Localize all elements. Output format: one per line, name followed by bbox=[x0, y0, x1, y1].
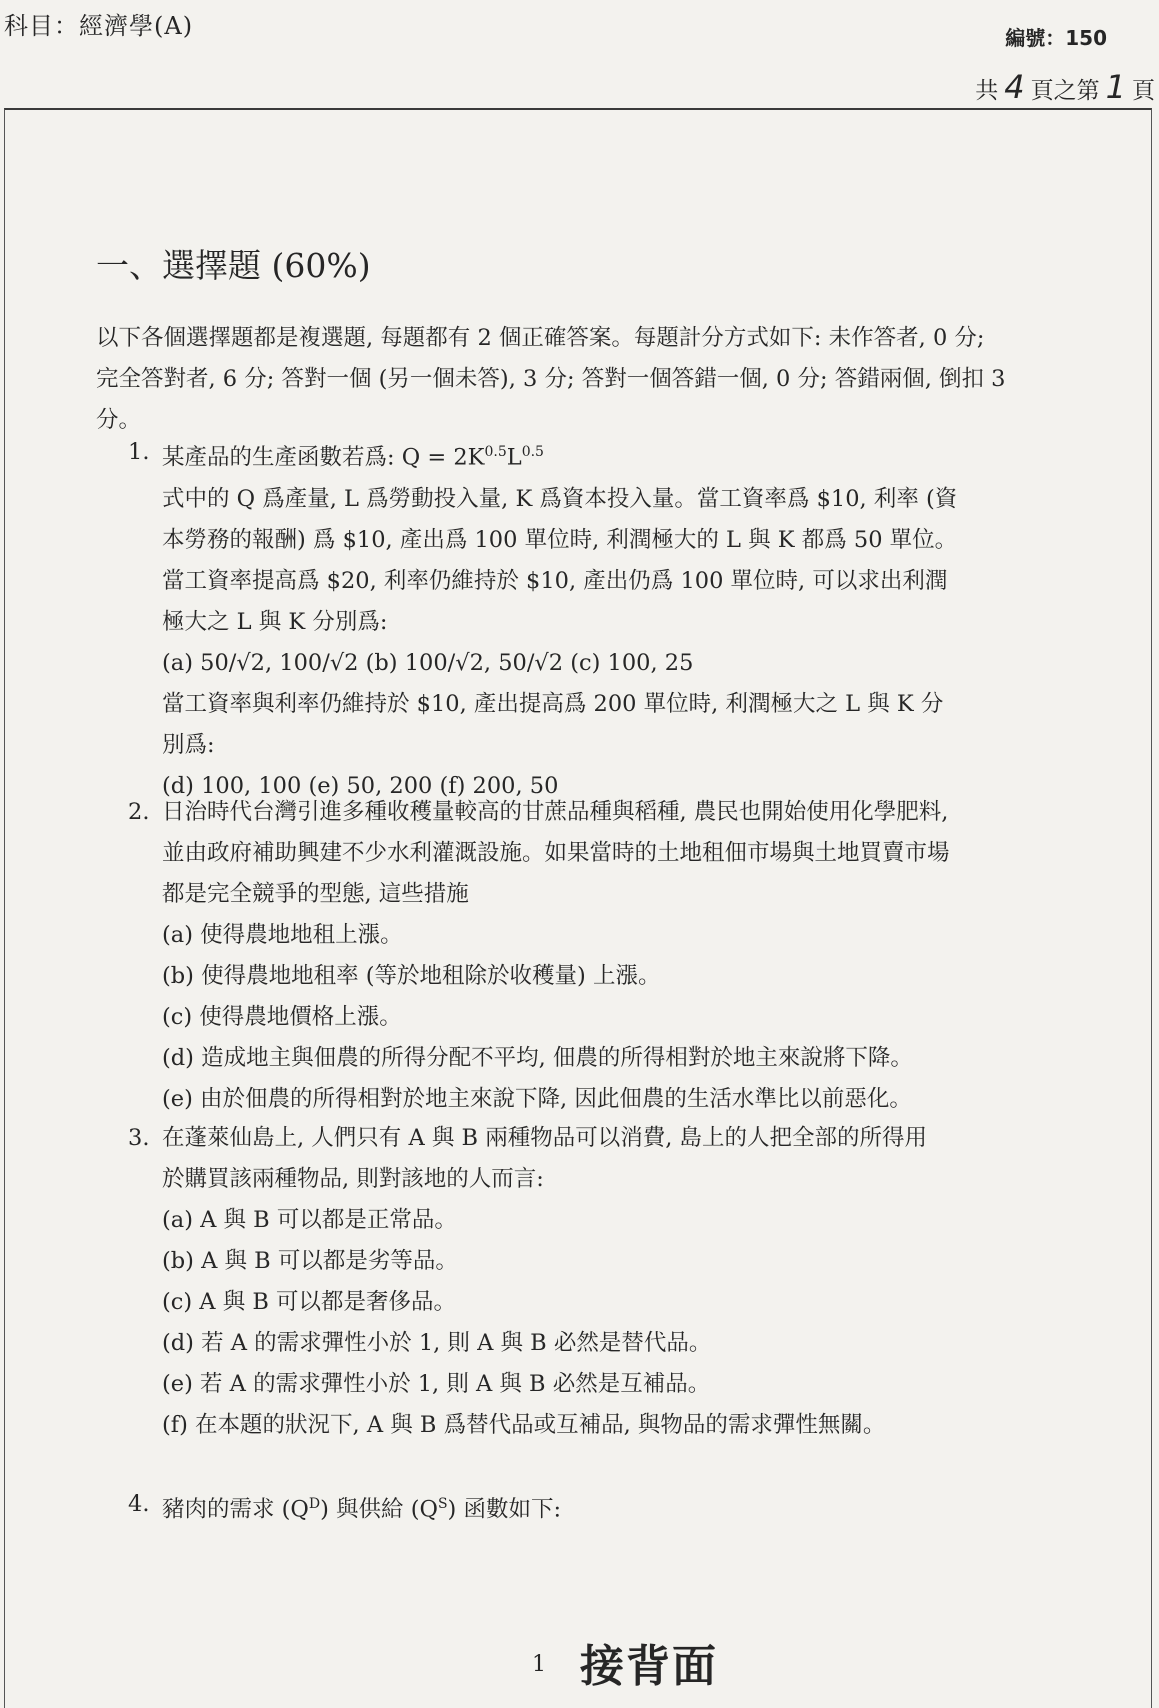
footer-continue-note: 接背面 bbox=[580, 1641, 718, 1692]
page-prefix: 共 bbox=[975, 78, 999, 104]
page-current: 1 bbox=[1105, 68, 1126, 106]
question-line: 別爲: bbox=[162, 731, 215, 758]
page-suffix: 頁 bbox=[1132, 78, 1155, 104]
prompt-text: 豬肉的需求 (Q bbox=[162, 1496, 309, 1523]
subject-label: 科目：經濟學(A) bbox=[4, 12, 194, 40]
question-line: 當工資率提高爲 $20, 利率仍維持於 $10, 產出仍爲 100 單位時, 可以求出利潤 bbox=[162, 567, 948, 594]
option-line: (f) 在本題的狀況下, A 與 B 爲替代品或互補品, 與物品的需求彈性無關。 bbox=[162, 1412, 886, 1438]
option-line: (a) 使得農地地租上漲。 bbox=[162, 922, 403, 948]
page-mid: 頁之第 bbox=[1030, 78, 1100, 104]
section-title: 一、選擇題 (60%) bbox=[96, 246, 371, 285]
question-prompt bbox=[162, 432, 1008, 479]
question-2 bbox=[128, 792, 1008, 1120]
page-info bbox=[975, 68, 1155, 106]
prompt-superscript: D bbox=[308, 1496, 321, 1512]
question-line: 都是完全競爭的型態, 這些措施 bbox=[162, 881, 469, 907]
question-line: 式中的 Q 爲產量, L 爲勞動投入量, K 爲資本投入量。當工資率爲 $10, 利率 (資 bbox=[162, 485, 958, 512]
question-line: 在蓬萊仙島上, 人們只有 A 與 B 兩種物品可以消費, 島上的人把全部的所得用 bbox=[162, 1125, 928, 1151]
page-total: 4 bbox=[1004, 68, 1025, 106]
question-1 bbox=[128, 432, 1008, 807]
option-line: (c) A 與 B 可以都是奢侈品。 bbox=[162, 1289, 457, 1315]
question-line: 日治時代台灣引進多種收穫量較高的甘蔗品種與稻種, 農民也開始使用化學肥料, bbox=[162, 799, 949, 825]
question-line: 當工資率與利率仍維持於 $10, 產出提高爲 200 單位時, 利潤極大之 L 與 K 分 bbox=[162, 690, 944, 717]
prompt-text: L bbox=[506, 444, 522, 471]
prompt-superscript: S bbox=[437, 1496, 448, 1512]
exam-code: 編號：150 bbox=[1005, 26, 1107, 50]
option-line: (d) 100, 100 (e) 50, 200 (f) 200, 50 bbox=[162, 772, 559, 799]
question-4 bbox=[128, 1484, 1008, 1531]
prompt-exponent: 0.5 bbox=[521, 444, 544, 460]
option-line: (e) 若 A 的需求彈性小於 1, 則 A 與 B 必然是互補品。 bbox=[162, 1371, 711, 1397]
option-line: (b) A 與 B 可以都是劣等品。 bbox=[162, 1248, 458, 1274]
prompt-exponent: 0.5 bbox=[484, 444, 507, 460]
option-line: (d) 若 A 的需求彈性小於 1, 則 A 與 B 必然是替代品。 bbox=[162, 1330, 712, 1356]
section-intro: 以下各個選擇題都是複選題, 每題都有 2 個正確答案。每題計分方式如下: 未作答者, 0 分; 完全答對者, 6 分; 答對一個 (另一個未答), 3 分; 答對一個答錯一個, 0 分; 答錯兩個, 倒扣 3 分。 bbox=[96, 325, 1006, 433]
question-line: 並由政府補助興建不少水利灌溉設施。如果當時的土地租佃市場與土地買賣市場 bbox=[162, 840, 950, 866]
prompt-text: ) 函數如下: bbox=[447, 1496, 562, 1523]
question-number: 3. bbox=[128, 1125, 150, 1151]
option-line: (a) A 與 B 可以都是正常品。 bbox=[162, 1207, 457, 1233]
option-line: (d) 造成地主與佃農的所得分配不平均, 佃農的所得相對於地主來說將下降。 bbox=[162, 1045, 913, 1071]
question-number: 2. bbox=[128, 799, 150, 825]
option-line: (b) 使得農地地租率 (等於地租除於收穫量) 上漲。 bbox=[162, 963, 661, 989]
question-line: 本勞務的報酬) 爲 $10, 產出爲 100 單位時, 利潤極大的 L 與 K 都爲 50 單位。 bbox=[162, 526, 958, 553]
prompt-text: 某產品的生產函數若爲: Q = 2K bbox=[162, 444, 485, 471]
question-prompt bbox=[162, 1484, 1008, 1531]
question-3 bbox=[128, 1118, 1008, 1446]
footer-page-number: 1 bbox=[532, 1652, 546, 1677]
option-line: (e) 由於佃農的所得相對於地主來說下降, 因此佃農的生活水準比以前惡化。 bbox=[162, 1086, 912, 1112]
option-line: (a) 50/√2, 100/√2 (b) 100/√2, 50/√2 (c) 100, 25 bbox=[162, 649, 694, 676]
option-line: (c) 使得農地價格上漲。 bbox=[162, 1004, 402, 1030]
prompt-text: ) 與供給 (Q bbox=[320, 1496, 438, 1523]
question-number: 1. bbox=[128, 439, 150, 465]
question-line: 於購買該兩種物品, 則對該地的人而言: bbox=[162, 1166, 544, 1192]
question-line: 極大之 L 與 K 分別爲: bbox=[162, 608, 388, 635]
question-number: 4. bbox=[128, 1491, 150, 1517]
